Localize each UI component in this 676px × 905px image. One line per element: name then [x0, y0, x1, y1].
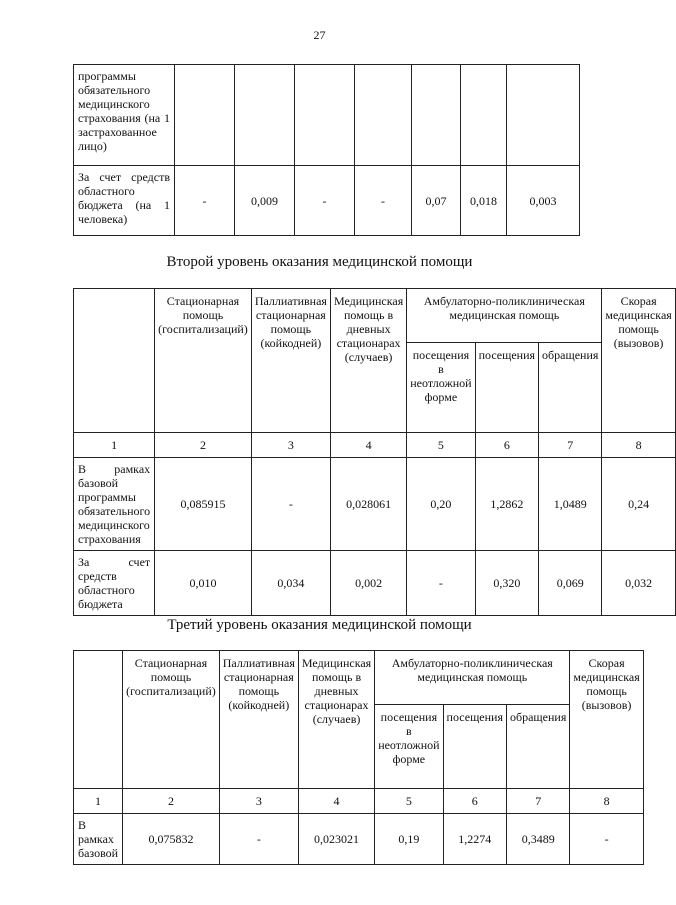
cell: 0,085915 [155, 458, 252, 551]
cell: 0,069 [539, 551, 602, 616]
column-number: 4 [330, 433, 406, 458]
table-first-level-continuation [73, 64, 580, 236]
column-number: 8 [602, 433, 675, 458]
section-title-second-level: Второй уровень оказания медицинской помощи [166, 254, 473, 270]
column-number: 5 [407, 433, 475, 458]
table-row [74, 65, 580, 166]
cell: 0,002 [330, 551, 406, 616]
cell: 0,24 [602, 458, 675, 551]
table-row [74, 458, 676, 551]
cell: 0,20 [407, 458, 475, 551]
cell [355, 65, 412, 166]
cell: 0,009 [235, 166, 295, 236]
header-blank [74, 289, 155, 433]
column-number: 7 [507, 789, 570, 814]
row-label: За счет средств областного бюджета (на 1 человека) [74, 166, 175, 236]
column-number: 5 [375, 789, 443, 814]
cell [412, 65, 461, 166]
column-number: 1 [74, 433, 155, 458]
row-label: программы обязательного медицинского страхования (на 1 застрахованное лицо) [74, 65, 175, 166]
header-stationary: Стационарная помощь (госпитализаций) [123, 651, 220, 789]
cell: 0,034 [251, 551, 330, 616]
header-palliative: Паллиативная стационарная помощь (койкодней) [219, 651, 298, 789]
cell: 1,2862 [475, 458, 538, 551]
table-row [74, 551, 676, 616]
cell [175, 65, 235, 166]
cell [295, 65, 355, 166]
cell: 0,018 [461, 166, 507, 236]
header-palliative: Паллиативная стационарная помощь (койкодней) [251, 289, 330, 433]
cell: - [251, 458, 330, 551]
column-number: 8 [570, 789, 643, 814]
cell: - [295, 166, 355, 236]
header-stationary: Стационарная помощь (госпитализаций) [155, 289, 252, 433]
header-row [74, 289, 676, 343]
cell [461, 65, 507, 166]
page-number: 27 [313, 28, 326, 42]
cell: 0,19 [375, 814, 443, 865]
cell: 0,3489 [507, 814, 570, 865]
header-ambulatory-appeals: обращения [539, 343, 602, 433]
row-label: За счет средств областного бюджета [74, 551, 155, 616]
cell: 0,028061 [330, 458, 406, 551]
column-number: 2 [123, 789, 220, 814]
cell [235, 65, 295, 166]
column-number: 6 [475, 433, 538, 458]
header-emergency: Скорая медицинская помощь (вызовов) [570, 651, 643, 789]
column-number: 3 [251, 433, 330, 458]
column-number: 6 [443, 789, 506, 814]
row-label: В рамках базовой [74, 814, 123, 865]
header-ambulatory-urgent: посещения в неотложной форме [375, 705, 443, 789]
cell: - [407, 551, 475, 616]
column-number: 4 [298, 789, 374, 814]
cell: - [219, 814, 298, 865]
cell: 1,0489 [539, 458, 602, 551]
cell: - [355, 166, 412, 236]
column-number: 3 [219, 789, 298, 814]
header-ambulatory-urgent: посещения в неотложной форме [407, 343, 475, 433]
table-second-level [73, 288, 676, 616]
cell: - [570, 814, 643, 865]
cell: 0,032 [602, 551, 675, 616]
header-blank [74, 651, 123, 789]
column-number: 2 [155, 433, 252, 458]
header-emergency: Скорая медицинская помощь (вызовов) [602, 289, 675, 433]
cell: 1,2274 [443, 814, 506, 865]
column-numbers-row [74, 433, 676, 458]
cell: 0,003 [507, 166, 580, 236]
table-row [74, 814, 644, 865]
header-ambulatory: Амбулаторно-поликлиническая медицинская помощь [407, 289, 602, 343]
column-number: 1 [74, 789, 123, 814]
column-numbers-row [74, 789, 644, 814]
cell: 0,075832 [123, 814, 220, 865]
cell: 0,07 [412, 166, 461, 236]
header-ambulatory: Амбулаторно-поликлиническая медицинская помощь [375, 651, 570, 705]
cell: - [175, 166, 235, 236]
header-ambulatory-visits: посещения [475, 343, 538, 433]
cell: 0,320 [475, 551, 538, 616]
cell [507, 65, 580, 166]
header-row [74, 651, 644, 705]
table-third-level [73, 650, 644, 865]
cell: 0,010 [155, 551, 252, 616]
table-row [74, 166, 580, 236]
section-title-third-level: Третий уровень оказания медицинской помощи [167, 617, 472, 633]
row-label: В рамках базовой программы обязательного медицинского страхования [74, 458, 155, 551]
header-day-hospital: Медицинская помощь в дневных стационарах (случаев) [298, 651, 374, 789]
header-day-hospital: Медицинская помощь в дневных стационарах (случаев) [330, 289, 406, 433]
cell: 0,023021 [298, 814, 374, 865]
header-ambulatory-appeals: обращения [507, 705, 570, 789]
header-ambulatory-visits: посещения [443, 705, 506, 789]
column-number: 7 [539, 433, 602, 458]
